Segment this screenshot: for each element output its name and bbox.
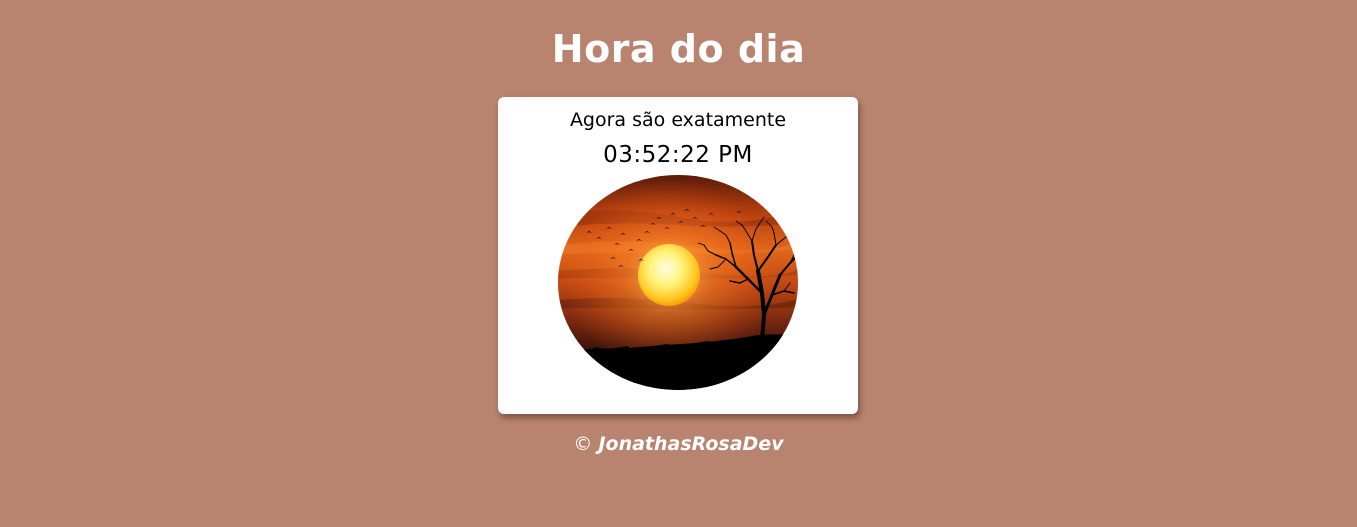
clock-time: 03:52:22 PM: [603, 142, 753, 168]
page-title: Hora do dia: [551, 27, 806, 71]
clock-card: [498, 97, 858, 414]
footer-author: JonathasRosaDev: [598, 433, 784, 455]
clock-subtitle: Agora são exatamente: [569, 109, 787, 131]
sunset-image: [558, 175, 798, 390]
copyright-symbol: ©: [573, 433, 593, 455]
footer: [0, 431, 1357, 457]
